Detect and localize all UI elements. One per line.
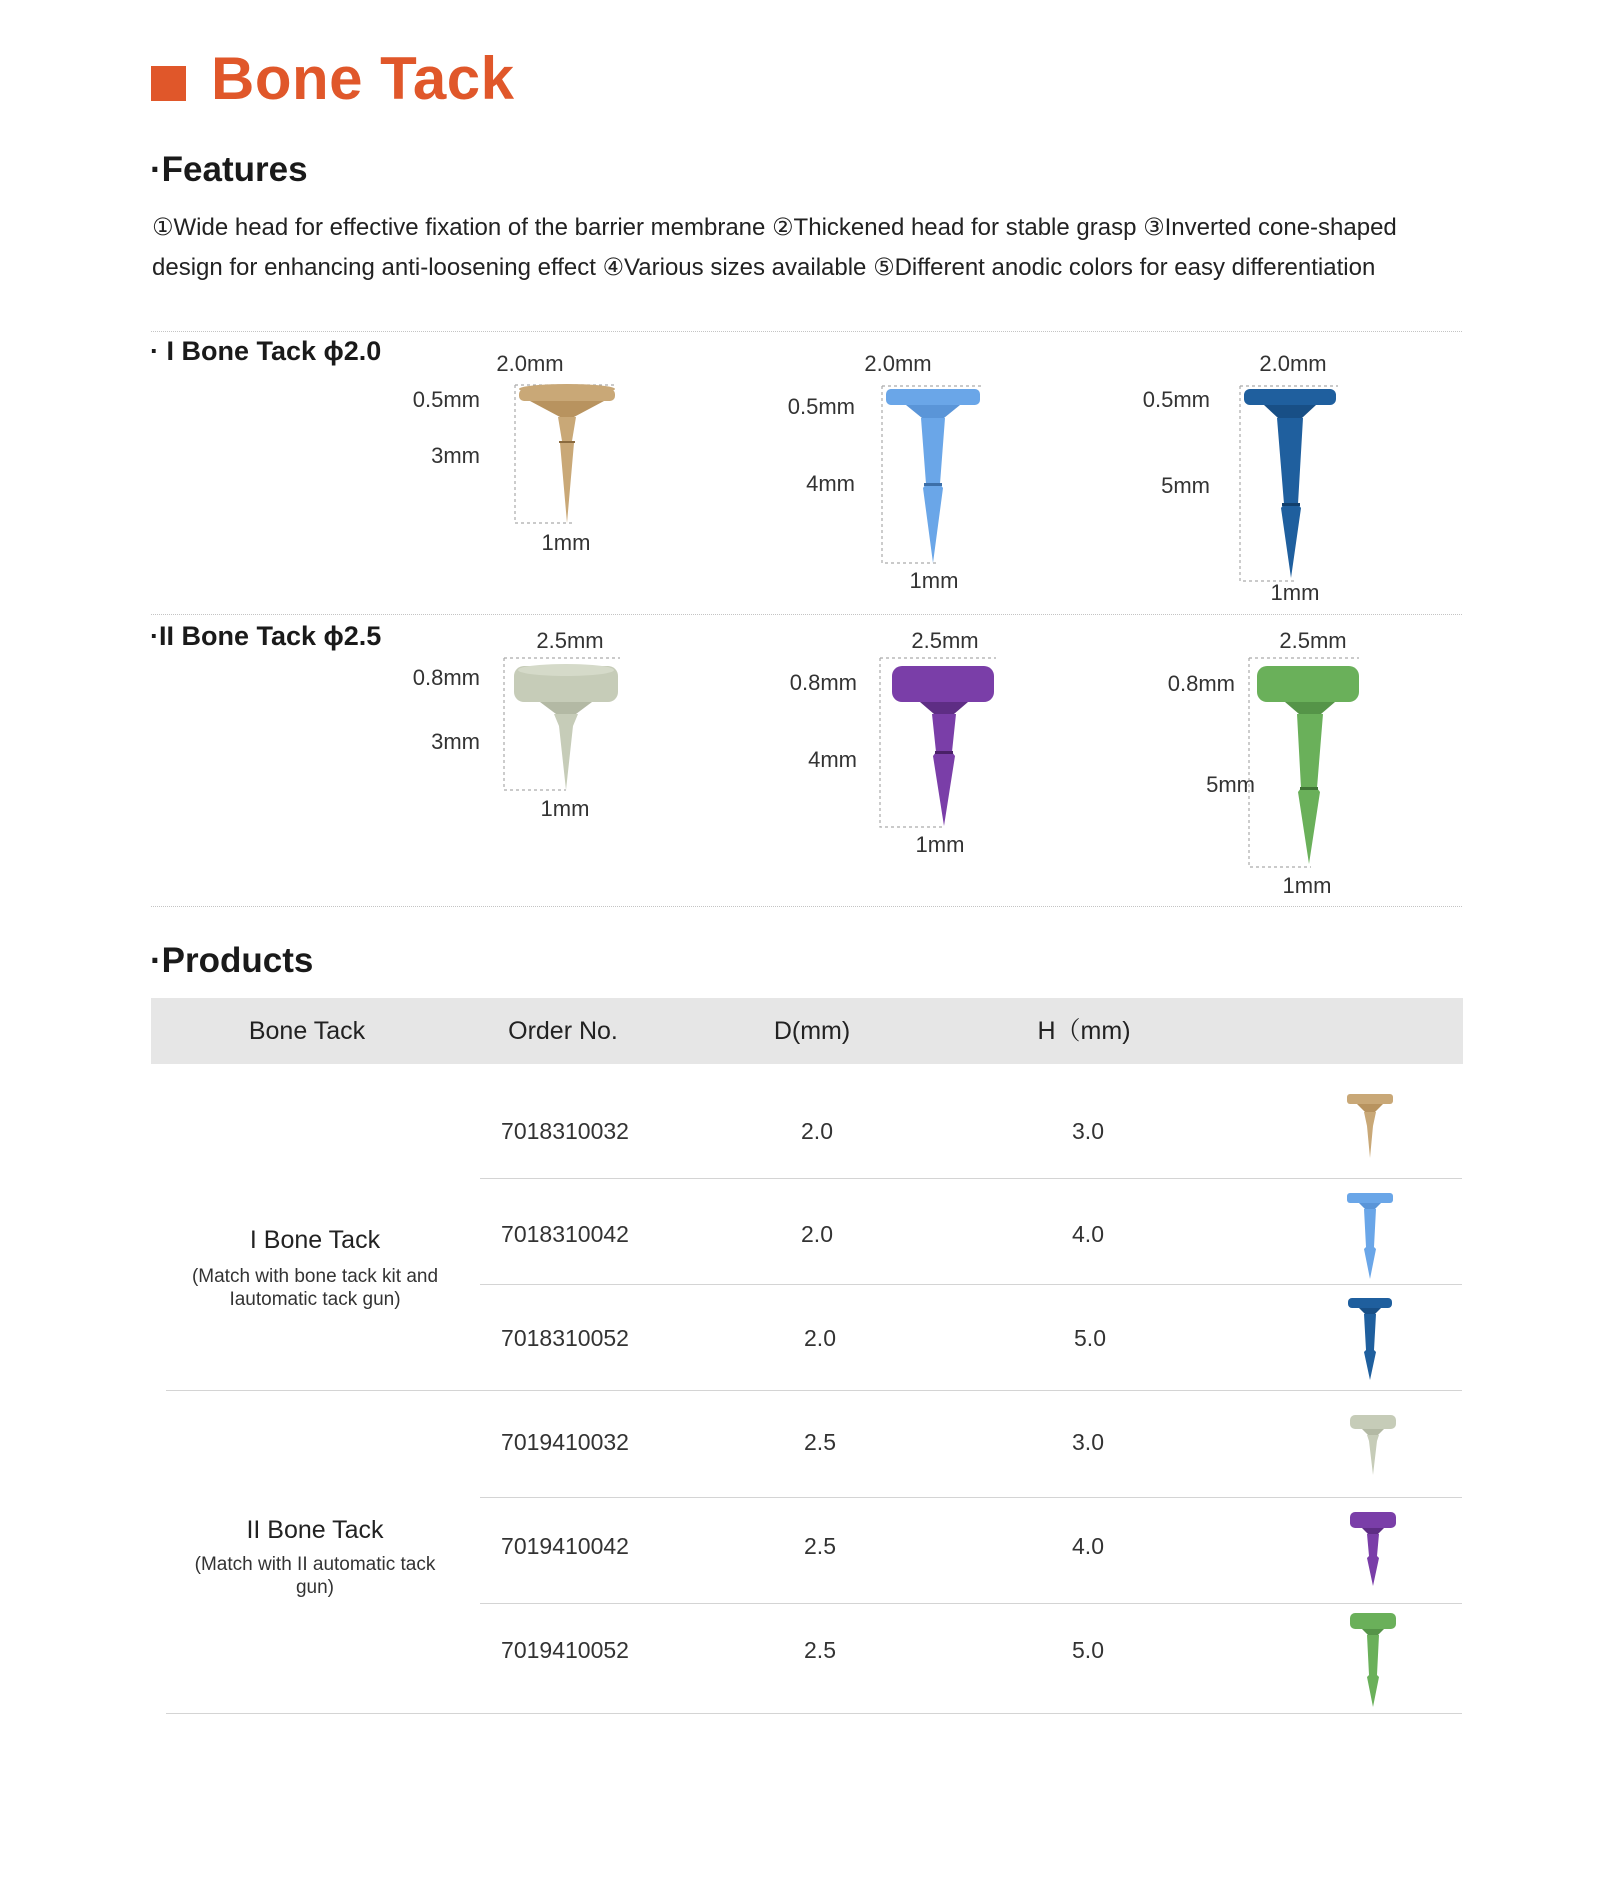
column-header-height: H（mm)	[1037, 1017, 1131, 1045]
tack-diameter-label: 2.5mm	[911, 628, 979, 653]
tack-height-label: 5mm	[1206, 772, 1255, 797]
tack-tip-label: 1mm	[915, 832, 965, 857]
row-divider	[480, 1178, 1462, 1179]
tack-tip-label: 1mm	[541, 530, 591, 555]
bone-tack-silver-icon	[1348, 1411, 1398, 1477]
column-header-bone-tack: Bone Tack	[248, 1017, 366, 1045]
tack-diameter-label: 2.0mm	[864, 351, 932, 376]
bone-tack-gold-icon	[1345, 1092, 1395, 1160]
height-value: 4.0	[1072, 1221, 1104, 1247]
diameter-value: 2.0	[801, 1221, 833, 1247]
tack-head-label: 0.5mm	[412, 387, 480, 412]
height-value: 3.0	[1072, 1118, 1104, 1144]
product-group-note: (Match with bone tack kit and Iautomatic tack gun)	[191, 1266, 439, 1310]
tack-head-label: 0.8mm	[789, 670, 857, 695]
tack-tip-label: 1mm	[540, 796, 590, 821]
height-value: 5.0	[1074, 1325, 1106, 1351]
bone-tack-silver-icon	[500, 656, 622, 791]
tack-head-label: 0.8mm	[412, 665, 480, 690]
bone-tack-purple-icon	[876, 656, 998, 828]
group-label-type-2: ·II Bone Tack ϕ2.5	[150, 621, 382, 651]
row-divider	[480, 1284, 1462, 1285]
bone-tack-dark-blue-icon	[1238, 384, 1340, 582]
bone-tack-dark-blue-icon	[1345, 1296, 1395, 1382]
bone-tack-light-blue-icon	[1345, 1191, 1395, 1281]
table-bottom-divider	[166, 1713, 1462, 1714]
features-text: ①Wide head for effective fixation of the barrier membrane ②Thickened head for stable grasp ③Inverted cone-shaped design for enhancing anti-loosening effect ④Various sizes available ⑤Different anodic colors for easy differentiation	[152, 214, 1397, 281]
height-value: 5.0	[1072, 1637, 1104, 1663]
tack-diameter-label: 2.5mm	[536, 628, 604, 653]
page-title: Bone Tack	[211, 45, 515, 112]
column-header-diameter: D(mm)	[773, 1017, 851, 1045]
order-number: 7019410052	[501, 1637, 629, 1663]
tack-head-label: 0.5mm	[1142, 387, 1210, 412]
bone-tack-gold-icon	[512, 383, 622, 524]
tack-height-label: 3mm	[431, 729, 480, 754]
tack-diameter-label: 2.0mm	[496, 351, 564, 376]
features-heading: ·Features	[150, 150, 308, 189]
bone-tack-purple-icon	[1348, 1508, 1398, 1588]
height-value: 3.0	[1072, 1429, 1104, 1455]
diameter-value: 2.0	[804, 1325, 836, 1351]
tack-height-label: 5mm	[1161, 473, 1210, 498]
product-group-name: I Bone Tack	[249, 1226, 381, 1254]
divider	[151, 614, 1462, 615]
table-header	[151, 998, 1463, 1064]
order-number: 7019410042	[501, 1533, 629, 1559]
tack-diameter-label: 2.5mm	[1279, 628, 1347, 653]
diameter-value: 2.0	[801, 1118, 833, 1144]
product-group-note: (Match with II automatic tack gun)	[194, 1554, 436, 1598]
tack-diameter-label: 2.0mm	[1259, 351, 1327, 376]
tack-height-label: 4mm	[806, 471, 855, 496]
order-number: 7018310052	[501, 1325, 629, 1351]
products-heading: ·Products	[150, 941, 314, 980]
title-square-icon	[151, 66, 186, 101]
tack-tip-label: 1mm	[1270, 580, 1320, 605]
tack-tip-label: 1mm	[1282, 873, 1332, 898]
product-group-name: II Bone Tack	[246, 1516, 384, 1544]
column-header-order-no: Order No.	[508, 1017, 618, 1045]
group-label-type-1: · I Bone Tack ϕ2.0	[150, 336, 382, 366]
tack-head-label: 0.5mm	[787, 394, 855, 419]
divider	[151, 906, 1462, 907]
bone-tack-light-blue-icon	[880, 384, 984, 564]
order-number: 7018310042	[501, 1221, 629, 1247]
bone-tack-green-icon	[1245, 656, 1361, 868]
diameter-value: 2.5	[804, 1637, 836, 1663]
bone-tack-green-icon	[1348, 1609, 1398, 1709]
diameter-value: 2.5	[804, 1429, 836, 1455]
height-value: 4.0	[1072, 1533, 1104, 1559]
group-divider	[166, 1390, 1462, 1391]
tack-height-label: 3mm	[431, 443, 480, 468]
row-divider	[480, 1497, 1462, 1498]
divider	[151, 331, 1462, 332]
tack-head-label: 0.8mm	[1167, 671, 1235, 696]
row-divider	[480, 1603, 1462, 1604]
tack-height-label: 4mm	[808, 747, 857, 772]
tack-tip-label: 1mm	[909, 568, 959, 593]
order-number: 7019410032	[501, 1429, 629, 1455]
order-number: 7018310032	[501, 1118, 629, 1144]
diameter-value: 2.5	[804, 1533, 836, 1559]
